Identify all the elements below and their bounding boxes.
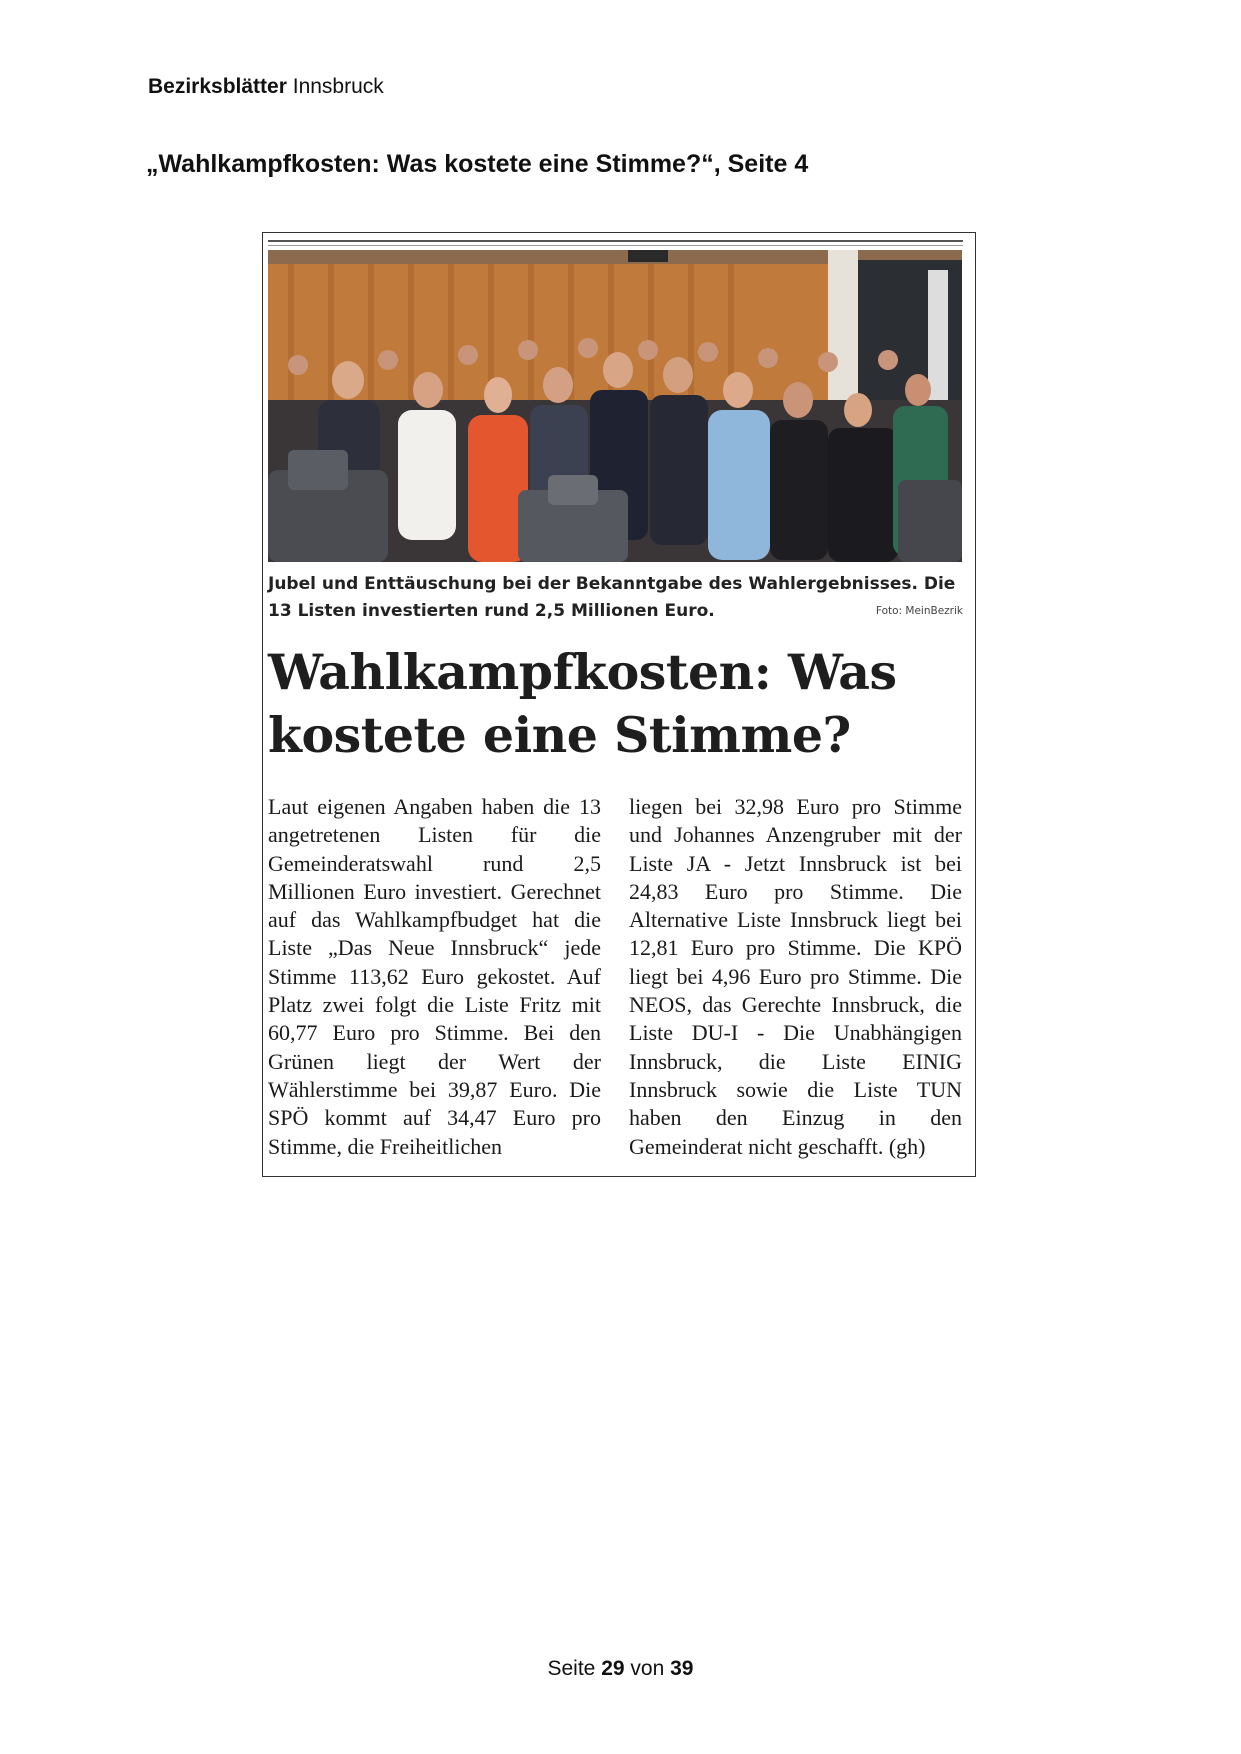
article-photo	[268, 250, 962, 562]
page-prefix: Seite	[547, 1657, 596, 1680]
newspaper-clipping	[262, 232, 976, 1177]
article-column-right: liegen bei 32,98 Euro pro Stimme und Johannes Anzengruber mit der Liste JA - Jetzt Innsbruck ist bei 24,83 Euro pro Stimme. Die Alternative Liste Innsbruck liegt bei 12,81 Euro pro Stimme. Die KPÖ liegt bei 4,96 Euro pro Stimme. Die NEOS, das Gerechte Innsbruck, die Liste DU-I - Die Unabhängigen Innsbruck, die Liste EINIG Innsbruck sowie die Liste TUN haben den Einzug in den Gemeinderat nicht geschafft. (gh)	[629, 794, 962, 1159]
article-column-left: Laut eigenen Angaben haben die 13 angetretenen Listen für die Gemeinderatswahl rund 2,5 Millionen Euro investiert. Gerechnet auf das Wahlkampfbudget hat die Liste „Das Neue Innsbruck“ jede Stimme 113,62 Euro gekostet. Auf Platz zwei folgt die Liste Fritz mit 60,77 Euro pro Stimme. Bei den Grünen liegt der Wert der Wählerstimme bei 39,87 Euro. Die SPÖ kommt auf 34,47 Euro pro Stimme, die Freiheitlichen	[268, 794, 601, 1159]
document-title: „Wahlkampfkosten: Was kostete eine Stimme?“, Seite 4	[146, 150, 809, 178]
publisher-line	[148, 74, 384, 100]
page-total: 39	[670, 1657, 694, 1680]
page-number: 29	[601, 1657, 625, 1680]
page-footer	[0, 1657, 1241, 1681]
photo-caption: Jubel und Enttäuschung bei der Bekanntgabe des Wahlergebnisses. Die 13 Listen investierten rund 2,5 Millionen Euro.	[268, 574, 956, 621]
article-headline: Wahlkampfkosten: Was kostete eine Stimme?	[268, 643, 897, 764]
top-rule	[268, 240, 963, 242]
crowd-photo-illustration	[268, 250, 962, 562]
publisher-name: Bezirksblätter	[148, 75, 287, 98]
top-rule-thin	[268, 245, 963, 246]
publisher-region: Innsbruck	[292, 75, 384, 98]
photo-credit: Foto: MeinBezrik	[875, 605, 963, 617]
page-of: von	[630, 1657, 665, 1680]
